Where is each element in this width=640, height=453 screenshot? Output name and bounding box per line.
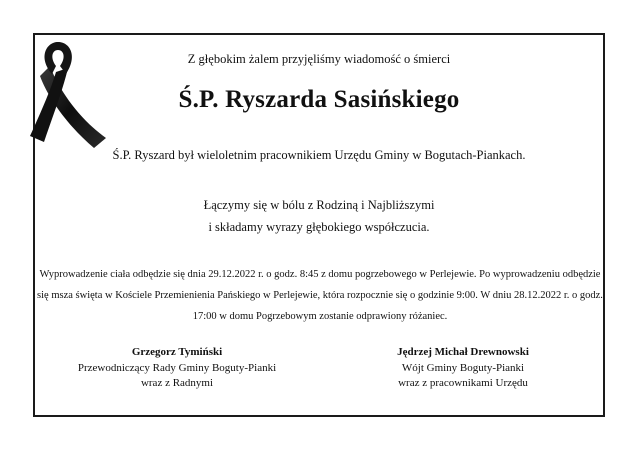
funeral-details: Wyprowadzenie ciała odbędzie się dnia 29.12.2022 r. o godz. 8:45 z domu pogrzebowego w Perlejewie. Po wyprowadzeniu odbędzie się msza święta w Kościele Przemienienia Pańskiego w Perlejewie, która rozpocznie się o godzinie 9:00. W dniu 28.12.2022 r. o godz. 17:00 w domu Pogrzebowym zostanie odprawiony różaniec. xyxy=(37,269,603,322)
signatory-role: Przewodniczący Rady Gminy Boguty-Pianki xyxy=(77,361,277,374)
condolence-line-1: Łączymy się w bólu z Rodziną i Najbliższymi xyxy=(203,198,435,212)
condolence-line-2: i składamy wyrazy głębokiego współczucia. xyxy=(208,220,430,234)
signature-left xyxy=(47,345,307,392)
signatory-with: wraz z pracownikami Urzędu xyxy=(398,377,528,389)
employment-note: Ś.P. Ryszard był wieloletnim pracownikiem Urzędu Gminy w Bogutach-Piankach. xyxy=(112,148,526,162)
signatory-with: wraz z Radnymi xyxy=(140,377,214,389)
signatory-name: Grzegorz Tymiński xyxy=(131,346,223,358)
intro-text: Z głębokim żalem przyjęliśmy wiadomość o śmierci xyxy=(187,52,451,66)
signatory-role: Wójt Gminy Boguty-Pianki xyxy=(401,361,525,374)
signatory-name: Jędrzej Michał Drewnowski xyxy=(397,346,529,358)
signature-right xyxy=(333,345,593,392)
deceased-name: Ś.P. Ryszarda Sasińskiego xyxy=(178,86,460,113)
